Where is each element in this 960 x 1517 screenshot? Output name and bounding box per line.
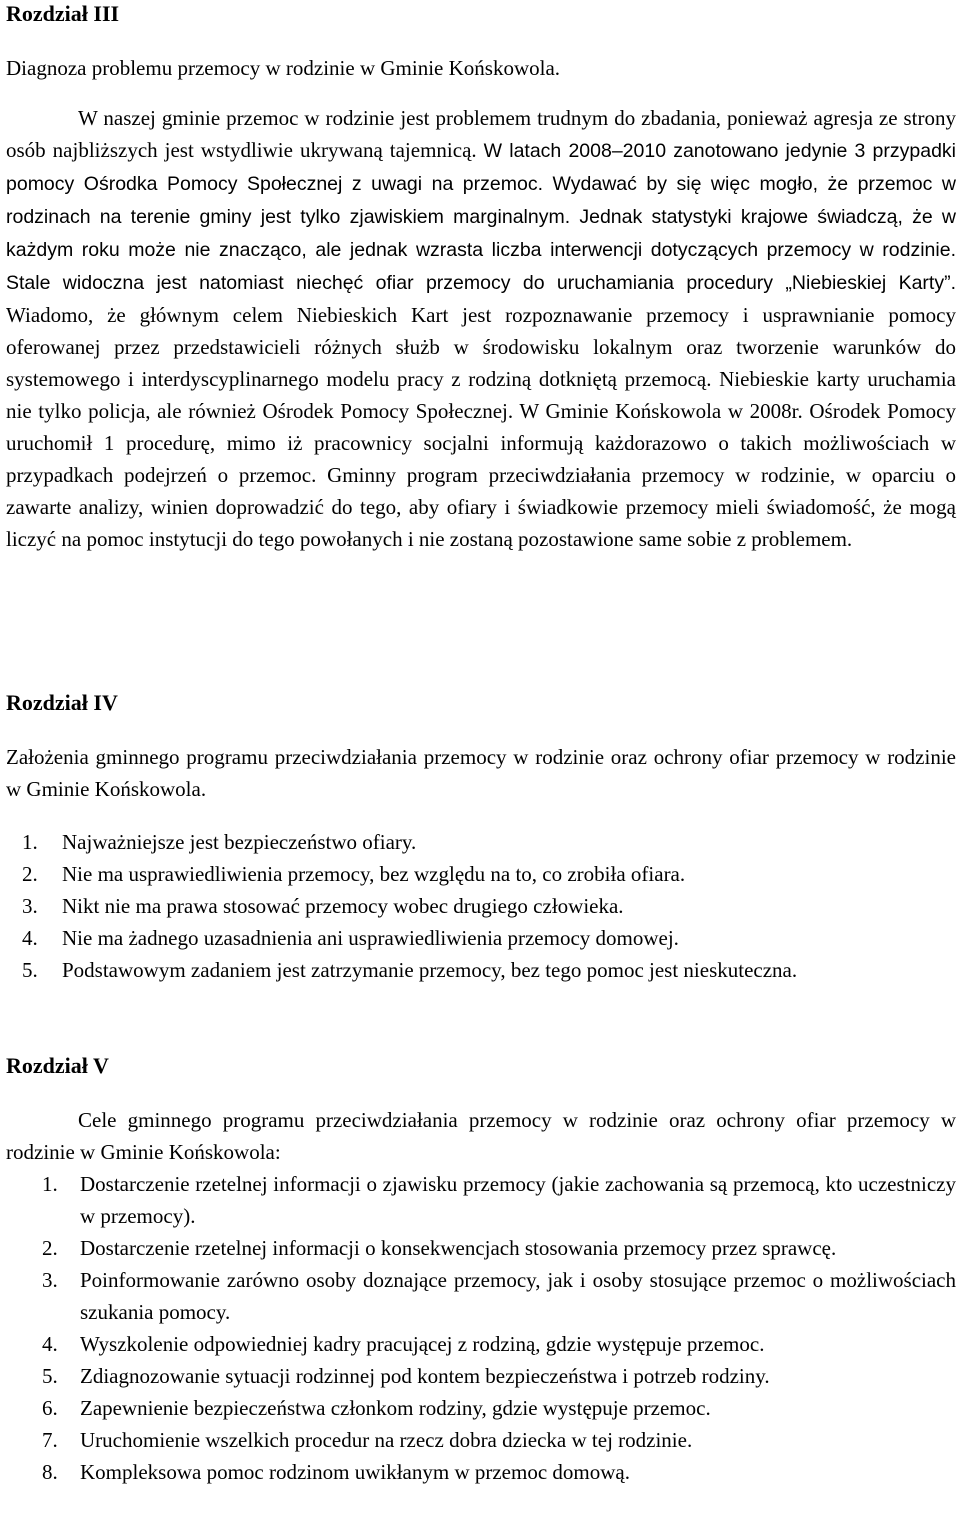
list-item (6, 1424, 956, 1456)
paragraph-run-2: W latach 2008–2010 zanotowano jedynie 3 przypadki pomocy Ośrodka Pomocy Społecznej z uwagi na przemoc. Wydawać by się więc mogło, że przemoc w rodzinach na terenie gminy jest tylko zjawiskiem marginalnym. (6, 140, 956, 228)
list-item (6, 1328, 956, 1360)
list-number: 5. (42, 1364, 58, 1388)
list-item (6, 826, 956, 858)
paragraph-run-4: Wiadomo, że głównym celem Niebieskich Kart jest rozpoznawanie przemocy i usprawnianie pomocy oferowanej przez przedstawicieli różnych służb w środowisku lokalnym oraz tworzenie warunków do systemowego i interdyscyplinarnego modelu pracy z rodziną dotkniętą przemocą. Niebieskie karty uruchamia nie tylko policja, ale również Ośrodek Pomocy Społecznej. W Gminie Końskowola w 2008r. Ośrodek Pomocy uruchomił 1 procedurę, mimo iż pracownicy socjalni informują każdorazowo o takich możliwościach w przypadkach podejrzeń o przemoc. Gminny program przeciwdziałania przemocy w rodzinie, w oparciu o zawarte analizy, winien doprowadzić do tego, aby ofiary i świadkowie przemocy mieli świadomość, że mogą liczyć na pomoc instytucji do tego powołanych i nie zostaną pozostawione same sobie z problemem. (6, 303, 956, 551)
list-item (6, 890, 956, 922)
list-number: 5. (22, 958, 38, 982)
list-text: Uruchomienie wszelkich procedur na rzecz dobra dziecka w tej rodzinie. (80, 1428, 693, 1452)
list-number: 3. (22, 894, 38, 918)
list-item (6, 1168, 956, 1232)
chapter-4-list (6, 826, 956, 986)
list-item (6, 1360, 956, 1392)
list-number: 1. (42, 1172, 58, 1196)
list-number: 4. (42, 1332, 58, 1356)
list-number: 7. (42, 1428, 58, 1452)
chapter-4-subtitle: Założenia gminnego programu przeciwdziałania przemocy w rodzinie oraz ochrony ofiar przemocy w rodzinie w Gminie Końskowola. (6, 745, 956, 801)
list-text: Nie ma usprawiedliwienia przemocy, bez względu na to, co zrobiła ofiara. (62, 862, 686, 886)
list-number: 8. (42, 1460, 58, 1484)
list-item (6, 1392, 956, 1424)
list-text: Dostarczenie rzetelnej informacji o zjawisku przemocy (jakie zachowania są przemocą, kto uczestniczy w przemocy). (80, 1172, 956, 1228)
list-number: 2. (22, 862, 38, 886)
list-item (6, 1456, 956, 1488)
list-number: 4. (22, 926, 38, 950)
list-text: Dostarczenie rzetelnej informacji o konsekwencjach stosowania przemocy przez sprawcę. (80, 1236, 837, 1260)
chapter-3-heading: Rozdział III (6, 1, 120, 26)
list-number: 3. (42, 1268, 58, 1292)
chapter-5-intro: Cele gminnego programu przeciwdziałania przemocy w rodzinie oraz ochrony ofiar przemocy w rodzinie w Gminie Końskowola: (6, 1108, 956, 1164)
list-text: Nikt nie ma prawa stosować przemocy wobec drugiego człowieka. (62, 894, 624, 918)
chapter-4-heading: Rozdział IV (6, 690, 118, 715)
chapter-3-paragraph (6, 102, 956, 555)
list-text: Zdiagnozowanie sytuacji rodzinnej pod kontem bezpieczeństwa i potrzeb rodziny. (80, 1364, 770, 1388)
chapter-5-heading: Rozdział V (6, 1053, 109, 1078)
paragraph-run-3: Jednak statystyki krajowe świadczą, że w każdym roku może nie znacząco, ale jednak wzrasta liczba interwencji dotyczących przemocy w rodzinie. Stale widoczna jest natomiast niechęć ofiar przemocy do uruchamiania procedury „Niebieskiej Karty”. (6, 206, 956, 294)
list-text: Najważniejsze jest bezpieczeństwo ofiary. (62, 830, 417, 854)
list-text: Zapewnienie bezpieczeństwa członkom rodziny, gdzie występuje przemoc. (80, 1396, 711, 1420)
chapter-3-subtitle: Diagnoza problemu przemocy w rodzinie w Gminie Końskowola. (6, 56, 561, 80)
list-text: Poinformowanie zarówno osoby doznające przemocy, jak i osoby stosujące przemoc o możliwościach szukania pomocy. (80, 1268, 956, 1324)
list-number: 1. (22, 830, 38, 854)
list-text: Podstawowym zadaniem jest zatrzymanie przemocy, bez tego pomoc jest nieskuteczna. (62, 958, 798, 982)
list-number: 6. (42, 1396, 58, 1420)
list-text: Kompleksowa pomoc rodzinom uwikłanym w przemoc domową. (80, 1460, 630, 1484)
list-item (6, 954, 956, 986)
list-text: Nie ma żadnego uzasadnienia ani usprawiedliwienia przemocy domowej. (62, 926, 679, 950)
paragraph-run-1: W naszej gminie przemoc w rodzinie jest problemem trudnym do zbadania, ponieważ agresja ze strony osób najbliższych jest wstydliwie ukrywaną tajemnicą. (6, 106, 956, 162)
list-number: 2. (42, 1236, 58, 1260)
chapter-5-list (6, 1168, 956, 1488)
list-item (6, 1232, 956, 1264)
list-item (6, 1264, 956, 1328)
list-item (6, 858, 956, 890)
list-item (6, 922, 956, 954)
list-text: Wyszkolenie odpowiedniej kadry pracującej z rodziną, gdzie występuje przemoc. (80, 1332, 765, 1356)
